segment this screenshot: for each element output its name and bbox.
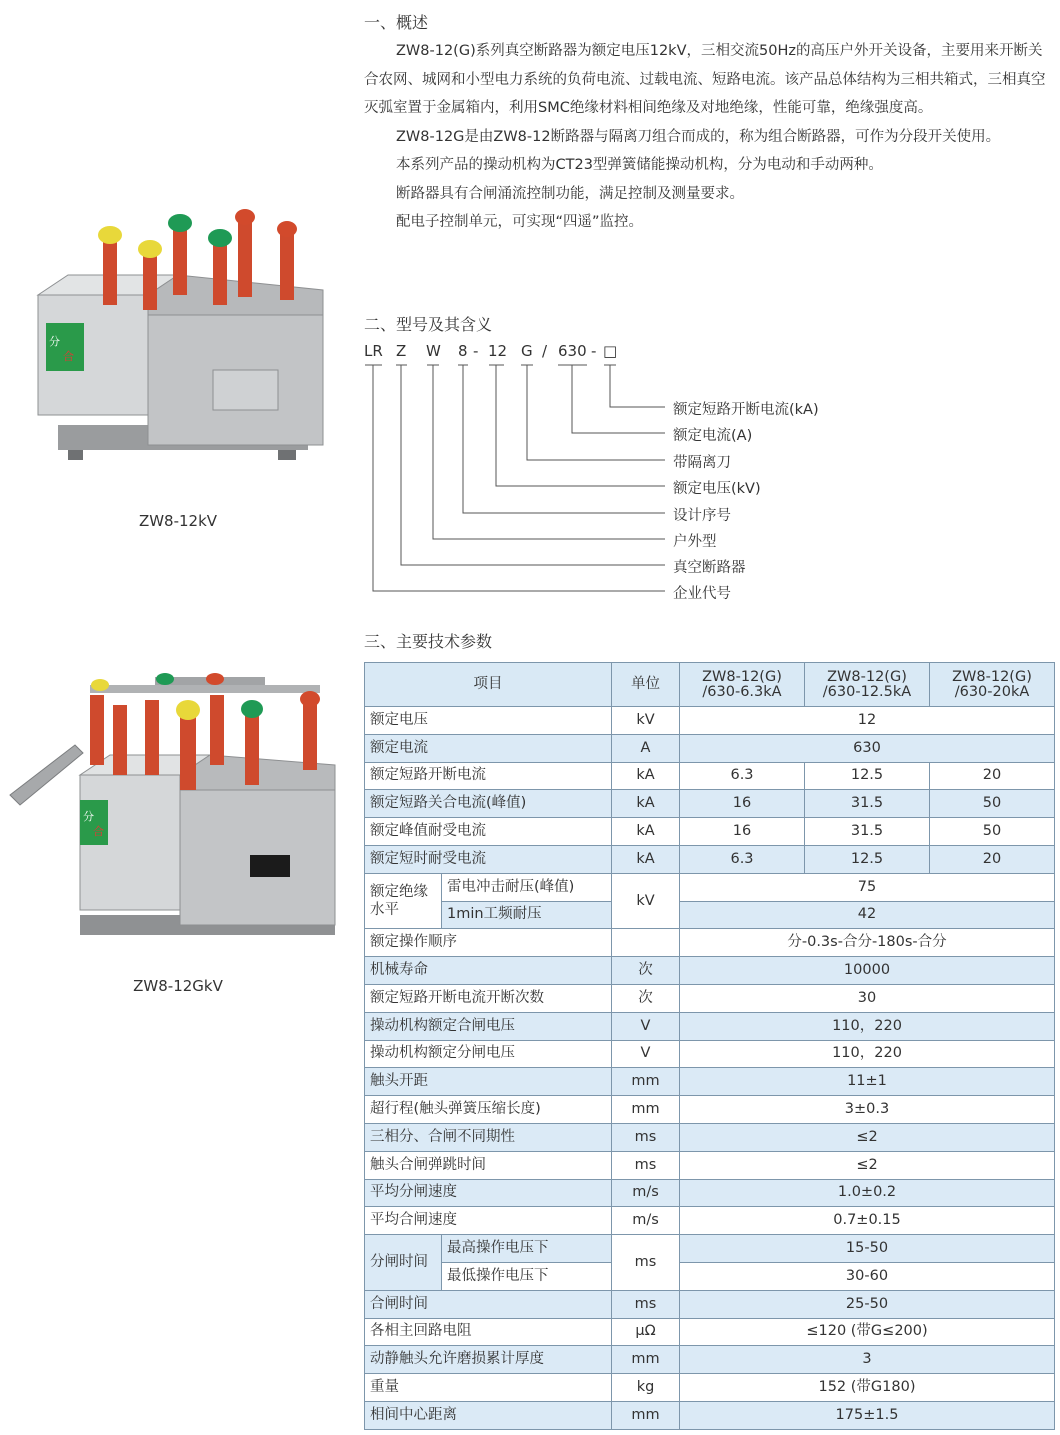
label-vacuum-breaker: 真空断路器 xyxy=(673,560,746,576)
header-item: 项目 xyxy=(365,663,612,707)
overview-paragraph-4: 断路器具有合闸涌流控制功能，满足控制及测量要求。 xyxy=(396,185,744,202)
table-row: 合闸时间 ms 25-50 xyxy=(365,1290,1055,1318)
table-row: 操动机构额定合闸电压 V 110，220 xyxy=(365,1012,1055,1040)
table-row: 动静触头允许磨损累计厚度 mm 3 xyxy=(365,1346,1055,1374)
label-outdoor: 户外型 xyxy=(673,534,717,550)
code-12: 12 xyxy=(488,342,508,360)
table-row: 操动机构额定分闸电压 V 110，220 xyxy=(365,1040,1055,1068)
label-isolating-switch: 带隔离刀 xyxy=(673,455,731,471)
table-row: 触头开距 mm 11±1 xyxy=(365,1068,1055,1096)
header-unit: 单位 xyxy=(612,663,680,707)
table-row: 额定短时耐受电流 kA 6.3 12.5 20 xyxy=(365,845,1055,873)
table-row: 额定电流 A 630 xyxy=(365,734,1055,762)
insulation-group-label: 额定绝缘水平 xyxy=(365,873,442,929)
code-630: 630 xyxy=(558,342,587,360)
overview-paragraph-1: ZW8-12(G)系列真空断路器为额定电压12kV，三相交流50Hz的高压户外开关设备，主要用来开断关合农网、城网和小型电力系统的负荷电流、过载电流、短路电流。该产品总体结构为三相共箱式，三相真空灭弧室置于金属箱内，利用SMC绝缘材料相间绝缘及对地绝缘，性能可靠，绝缘强度高。 xyxy=(364,43,1046,116)
table-row-opening-time-2: 最低操作电压下 30-60 xyxy=(365,1262,1055,1290)
table-row: 重量 kg 152 (带G180) xyxy=(365,1374,1055,1402)
code-dash-2: - xyxy=(591,342,597,360)
table-row: 额定短路开断电流开断次数 次 30 xyxy=(365,984,1055,1012)
table-header-row xyxy=(365,663,1055,707)
code-z: Z xyxy=(396,342,407,360)
overview-paragraph-3: 本系列产品的操动机构为CT23型弹簧储能操动机构，分为电动和手动两种。 xyxy=(396,157,883,173)
section-heading-overview: 一、概述 xyxy=(364,13,429,32)
overview-paragraph-5: 配电子控制单元，可实现“四遥”监控。 xyxy=(396,214,644,230)
code-box: □ xyxy=(603,342,618,360)
code-g: G xyxy=(521,342,533,360)
table-row: 额定短路开断电流 kA 6.3 12.5 20 xyxy=(365,762,1055,790)
table-row: 触头合闸弹跳时间 ms ≤2 xyxy=(365,1151,1055,1179)
table-row-opening-time-1: 分闸时间 最高操作电压下 ms 15-50 xyxy=(365,1235,1055,1263)
table-row: 平均分闸速度 m/s 1.0±0.2 xyxy=(365,1179,1055,1207)
table-row: 额定电压 kV 12 xyxy=(365,707,1055,735)
table-row: 三相分、合闸不同期性 ms ≤2 xyxy=(365,1123,1055,1151)
section-heading-specs: 三、主要技术参数 xyxy=(364,632,493,651)
product-caption-2: ZW8-12GkV xyxy=(133,977,223,995)
spec-table xyxy=(364,662,1055,1430)
table-row: 各相主回路电阻 μΩ ≤120 (带G≤200) xyxy=(365,1318,1055,1346)
svg-text:合: 合 xyxy=(93,825,104,838)
label-company-code: 企业代号 xyxy=(673,586,731,602)
code-slash: / xyxy=(542,342,548,360)
overview-paragraph-2: ZW8-12G是由ZW8-12断路器与隔离刀组合而成的，称为组合断路器，可作为分段开关使用。 xyxy=(396,128,1001,145)
table-row: 相间中心距离 mm 175±1.5 xyxy=(365,1401,1055,1429)
product-image-zw8-12gkv xyxy=(5,665,345,950)
code-lr: LR xyxy=(364,342,383,360)
opening-time-group-label: 分闸时间 xyxy=(365,1235,442,1291)
model-code-diagram-lines xyxy=(0,0,1060,620)
table-row: 额定操作顺序 分-0.3s-合分-180s-合分 xyxy=(365,929,1055,957)
label-rated-current: 额定电流(A) xyxy=(673,428,753,444)
table-row: 机械寿命 次 10000 xyxy=(365,957,1055,985)
svg-text:分: 分 xyxy=(49,335,60,348)
svg-text:分: 分 xyxy=(83,810,94,823)
table-row: 超行程(触头弹簧压缩长度) mm 3±0.3 xyxy=(365,1096,1055,1124)
code-w: W xyxy=(426,342,441,360)
header-col-1: ZW8-12(G) /630-6.3kA xyxy=(680,663,805,707)
label-breaking-current: 额定短路开断电流(kA) xyxy=(673,402,819,418)
product-caption-1: ZW8-12kV xyxy=(138,512,218,530)
svg-text:合: 合 xyxy=(63,350,74,363)
code-8: 8 xyxy=(458,342,468,360)
section-heading-model: 二、型号及其含义 xyxy=(364,315,493,334)
table-row-insulation-2: 1min工频耐压 42 xyxy=(365,901,1055,929)
label-rated-voltage: 额定电压(kV) xyxy=(673,481,761,497)
code-dash-1: - xyxy=(473,342,479,360)
table-row-insulation-1: 额定绝缘水平 雷电冲击耐压(峰值) kV 75 xyxy=(365,873,1055,901)
table-row: 额定峰值耐受电流 kA 16 31.5 50 xyxy=(365,818,1055,846)
header-col-3: ZW8-12(G) /630-20kA xyxy=(930,663,1055,707)
header-col-2: ZW8-12(G) /630-12.5kA xyxy=(805,663,930,707)
table-row: 额定短路关合电流(峰值) kA 16 31.5 50 xyxy=(365,790,1055,818)
label-design-number: 设计序号 xyxy=(673,508,731,524)
table-row: 平均合闸速度 m/s 0.7±0.15 xyxy=(365,1207,1055,1235)
